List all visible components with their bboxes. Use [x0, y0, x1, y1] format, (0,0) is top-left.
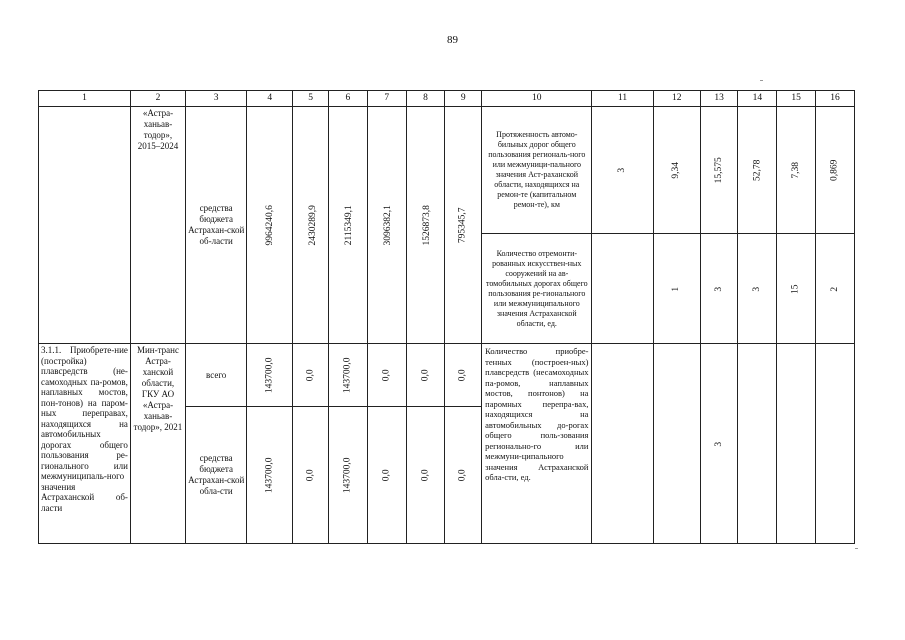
col-header-1: 1	[39, 91, 131, 107]
value-text: 2115349,1	[343, 205, 354, 246]
col-header-12: 12	[653, 91, 700, 107]
value-cell	[329, 407, 368, 544]
indicator-value-text: 15,575	[713, 157, 724, 184]
indicator-value	[653, 344, 700, 544]
value-text: 1526873,8	[421, 205, 432, 246]
indicator-value-text: 0,869	[829, 159, 840, 182]
value-cell	[329, 344, 368, 407]
indicator-value-text: 3	[713, 441, 724, 447]
col-header-10: 10	[482, 91, 592, 107]
col-header-4: 4	[247, 91, 293, 107]
indicator-value-text: 15	[790, 284, 801, 294]
indicator-value	[653, 234, 700, 344]
program-table	[38, 90, 855, 544]
value-text: 0,0	[305, 369, 316, 382]
indicator-value	[653, 107, 700, 234]
measure-cell-empty	[39, 107, 131, 344]
value-text: 3096382,1	[382, 205, 393, 246]
value-cell	[247, 344, 293, 407]
value-cell	[445, 344, 482, 407]
value-cell	[445, 407, 482, 544]
indicator-value-text: 7,38	[790, 162, 801, 179]
indicator-value	[777, 234, 816, 344]
value-text: 9964240,6	[264, 205, 275, 246]
indicator-value-text: 3	[713, 286, 724, 292]
indicator-value	[777, 344, 816, 544]
measure-cell: 3.1.1. Приобрете-ние (постройка) плавсредств (не-самоходных па-ромов, наплавных мостов, пон-тонов) на паром-ных переправах, находящихся на автомобильных дорогах общего пользования ре-гионального или межмуниципаль-ного значения Астраханской об-ласти	[39, 344, 131, 544]
indicator-value	[592, 234, 653, 344]
indicator-value	[738, 107, 777, 234]
col-header-8: 8	[406, 91, 445, 107]
col-header-11: 11	[592, 91, 653, 107]
value-text: 143700,0	[264, 457, 275, 494]
value-cell	[247, 107, 293, 344]
value-cell	[406, 344, 445, 407]
indicator-value-text: 2	[829, 286, 840, 292]
value-cell	[406, 407, 445, 544]
col-header-14: 14	[738, 91, 777, 107]
value-text: 795345,7	[458, 207, 469, 244]
scan-speck	[855, 548, 858, 549]
value-text: 0,0	[305, 469, 316, 482]
value-text: 143700,0	[264, 357, 275, 394]
value-text: 0,0	[420, 369, 431, 382]
indicator-value	[592, 344, 653, 544]
table-row	[39, 107, 855, 234]
value-cell	[406, 107, 445, 344]
col-header-15: 15	[777, 91, 816, 107]
col-header-13: 13	[700, 91, 738, 107]
value-cell	[293, 107, 329, 344]
value-cell	[293, 344, 329, 407]
value-text: 143700,0	[342, 357, 353, 394]
funding-source-cell: всего	[186, 344, 247, 407]
executor-cell: «Астра-ханьав-тодор», 2015–2024	[130, 107, 185, 344]
scan-speck	[760, 80, 763, 81]
col-header-16: 16	[816, 91, 855, 107]
value-text: 0,0	[458, 469, 469, 482]
indicator-value	[700, 344, 738, 544]
indicator-name: Количество отремонти-рованных искусствен-ных сооружений на ав-томобильных дорогах общего пользования ре-гионального или межмуниципального значения Астраханской области, ед.	[482, 234, 592, 344]
col-header-5: 5	[293, 91, 329, 107]
funding-source-cell: средства бюджета Астрахан-ской об-ласти	[186, 107, 247, 344]
col-header-2: 2	[130, 91, 185, 107]
indicator-value	[738, 344, 777, 544]
value-cell	[367, 407, 406, 544]
indicator-value-text: 3	[752, 286, 763, 292]
funding-source-cell: средства бюджета Астрахан-ской обла-сти	[186, 407, 247, 544]
value-cell	[445, 107, 482, 344]
value-cell	[293, 407, 329, 544]
executor-cell: Мин-транс Астра-ханской области, ГКУ АО «Астра-ханьав-тодор», 2021	[130, 344, 185, 544]
indicator-value	[777, 107, 816, 234]
value-cell	[367, 107, 406, 344]
value-text: 0,0	[381, 369, 392, 382]
value-text: 0,0	[381, 469, 392, 482]
indicator-value-text: 9,34	[671, 162, 682, 179]
indicator-value	[700, 234, 738, 344]
col-header-3: 3	[186, 91, 247, 107]
indicator-value	[738, 234, 777, 344]
value-cell	[329, 107, 368, 344]
indicator-value	[592, 107, 653, 234]
col-header-9: 9	[445, 91, 482, 107]
indicator-name: Протяженность автомо-бильных дорог общего пользования региональ-ного или межмуници-пального значения Аст-раханской области, находящихся на ремон-те (капитальном ремон-те), км	[482, 107, 592, 234]
value-text: 143700,0	[342, 457, 353, 494]
value-text: 2430289,9	[308, 205, 319, 246]
indicator-value	[816, 107, 855, 234]
value-cell	[367, 344, 406, 407]
page-number: 89	[447, 34, 458, 46]
col-header-6: 6	[329, 91, 368, 107]
indicator-value	[816, 344, 855, 544]
indicator-value-text: 52,78	[752, 159, 763, 182]
col-header-7: 7	[367, 91, 406, 107]
indicator-value-text: 3	[617, 168, 628, 173]
value-text: 0,0	[458, 369, 469, 382]
indicator-value-text: 1	[671, 286, 682, 292]
indicator-value	[700, 107, 738, 234]
indicator-value	[816, 234, 855, 344]
table-row	[39, 344, 855, 407]
indicator-name: Количество приобре-тенных (построен-ных) плавсредств (несамоходных па-ромов, наплавных мостов, понтонов) на паромных перепра-вах, находящихся на автомобильных до-рогах общего поль-зования регионально-го или межмуни-ципального значения Астраханской обла-сти, ед.	[482, 344, 592, 544]
value-cell	[247, 407, 293, 544]
value-text: 0,0	[420, 469, 431, 482]
header-row	[39, 91, 855, 107]
